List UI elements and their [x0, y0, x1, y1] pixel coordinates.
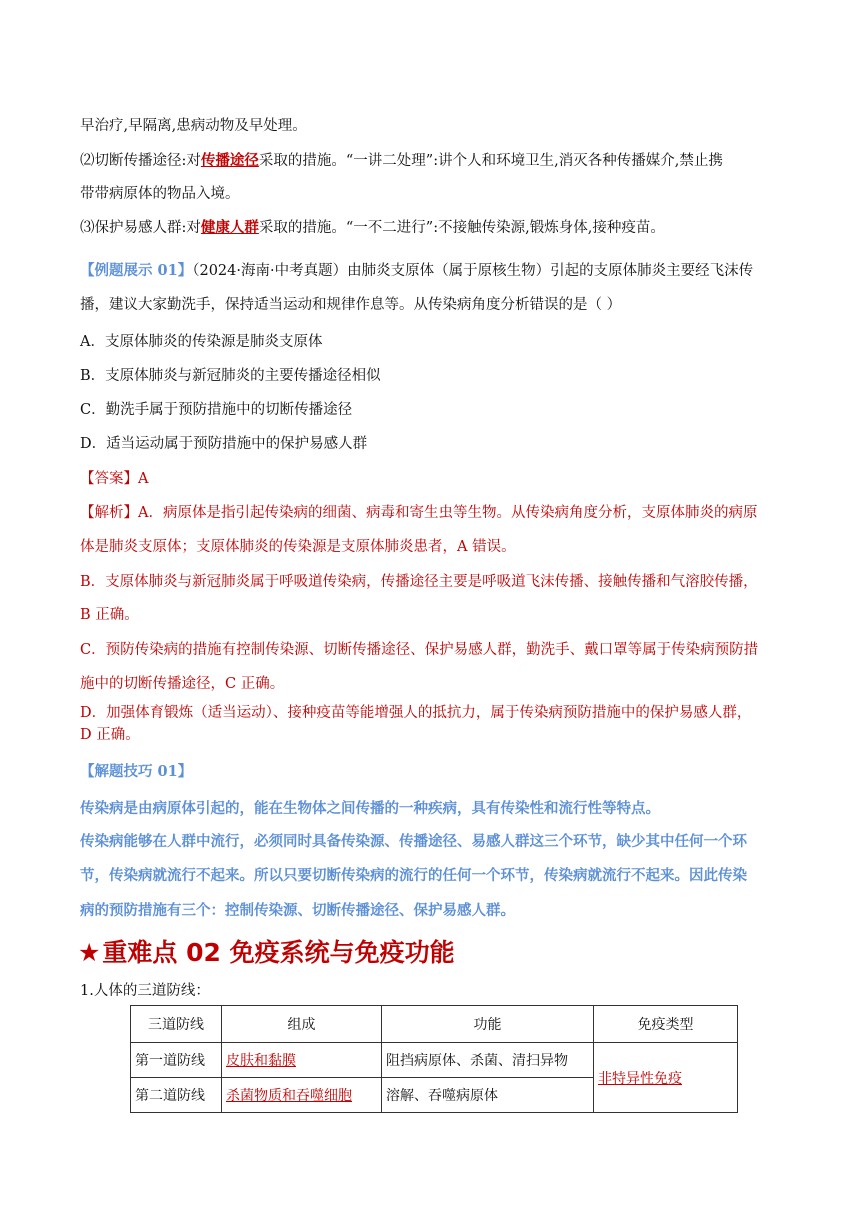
- star-icon: ★: [78, 938, 101, 967]
- example-stem-text: （2024·海南·中考真题）由肺炎支原体（属于原核生物）引起的支原体肺炎主要经飞沫传: [192, 263, 754, 279]
- text-line: 带带病原体的物品入境。: [80, 186, 240, 202]
- answer-value: A: [138, 471, 149, 487]
- answer-line: [80, 467, 148, 488]
- text-line: [80, 149, 723, 170]
- table-header: 功能: [382, 1006, 594, 1043]
- option-b: B．支原体肺炎与新冠肺炎的主要传播途径相似: [80, 368, 381, 384]
- table-header-row: [131, 1006, 738, 1043]
- analysis-line: D 正确。: [80, 727, 140, 743]
- table-header: 免疫类型: [594, 1006, 738, 1043]
- table-cell: 第一道防线: [131, 1043, 222, 1078]
- tip-line: 传染病能够在人群中流行，必须同时具备传染源、传播途径、易感人群这三个环节，缺少其中任何一个环: [80, 833, 747, 850]
- section-title: [78, 933, 455, 969]
- option-c: C．勤洗手属于预防措施中的切断传播途径: [80, 402, 353, 418]
- tip-line: 病的预防措施有三个：控制传染源、切断传播途径、保护易感人群。: [80, 902, 515, 919]
- table-header: 组成: [222, 1006, 382, 1043]
- option-d: D．适当运动属于预防措施中的保护易感人群: [80, 436, 368, 452]
- table-header: 三道防线: [131, 1006, 222, 1043]
- tip-tag: 【解题技巧 01】: [80, 763, 193, 780]
- analysis-line: B 正确。: [80, 607, 139, 623]
- immune-type-cell: 非特异性免疫: [594, 1043, 738, 1113]
- table-cell: 溶解、吞噬病原体: [382, 1078, 594, 1113]
- example-stem: [80, 259, 753, 280]
- option-a: A．支原体肺炎的传染源是肺炎支原体: [80, 334, 323, 350]
- analysis-tag: 【解析】: [80, 505, 138, 521]
- keyword-highlight: 健康人群: [200, 219, 259, 236]
- text-line: 早治疗,早隔离,患病动物及早处理。: [80, 118, 307, 134]
- table-cell: 第二道防线: [131, 1078, 222, 1113]
- analysis-line: 体是肺炎支原体；支原体肺炎的传染源是支原体肺炎患者，A 错误。: [80, 539, 516, 555]
- table-cell-composition: 皮肤和黏膜: [222, 1043, 382, 1078]
- defense-table: [130, 1005, 738, 1113]
- tip-line: 传染病是由病原体引起的，能在生物体之间传播的一种疾病，具有传染性和流行性等特点。: [80, 800, 660, 817]
- keyword-highlight: 传播途径: [200, 152, 259, 169]
- analysis-text: A．病原体是指引起传染病的细菌、病毒和寄生虫等生物。从传染病角度分析，支原体肺炎的病原: [138, 505, 758, 521]
- text-line: [80, 216, 665, 237]
- analysis-line: D．加强体育锻炼（适当运动）、接种疫苗等能增强人的抵抗力，属于传染病预防措施中的保护易感人群，: [80, 705, 752, 721]
- text-segment: 采取的措施。“一不二进行”:不接触传染源,锻炼身体,接种疫苗。: [258, 220, 665, 236]
- tip-line: 节，传染病就流行不起来。所以只要切断传染病的流行的任何一个环节，传染病就流行不起来。因此传染: [80, 867, 747, 884]
- table-row: [131, 1043, 738, 1078]
- table-cell-composition: 杀菌物质和吞噬细胞: [222, 1078, 382, 1113]
- defense-intro: 1.人体的三道防线：: [80, 983, 210, 999]
- text-segment: ⑵切断传播途径:对: [80, 153, 201, 169]
- answer-tag: 【答案】: [80, 471, 138, 487]
- example-stem: 播，建议大家勤洗手，保持适当运动和规律作息等。从传染病角度分析错误的是（ ）: [80, 297, 622, 313]
- analysis-line: 施中的切断传播途径，C 正确。: [80, 676, 285, 692]
- section-title-text: 重难点 02 免疫系统与免疫功能: [102, 938, 455, 967]
- analysis-line: [80, 501, 757, 522]
- text-segment: ⑶保护易感人群:对: [80, 220, 201, 236]
- analysis-line: C．预防传染病的措施有控制传染源、切断传播途径、保护易感人群，勤洗手、戴口罩等属于传染病预防措: [80, 642, 759, 658]
- analysis-line: B．支原体肺炎与新冠肺炎属于呼吸道传染病，传播途径主要是呼吸道飞沫传播、接触传播和气溶胶传播，: [80, 574, 758, 590]
- table-cell: 阻挡病原体、杀菌、清扫异物: [382, 1043, 594, 1078]
- example-tag: 【例题展示 01】: [80, 262, 193, 279]
- text-segment: 采取的措施。“一讲二处理”:讲个人和环境卫生,消灭各种传播媒介,禁止携: [258, 153, 723, 169]
